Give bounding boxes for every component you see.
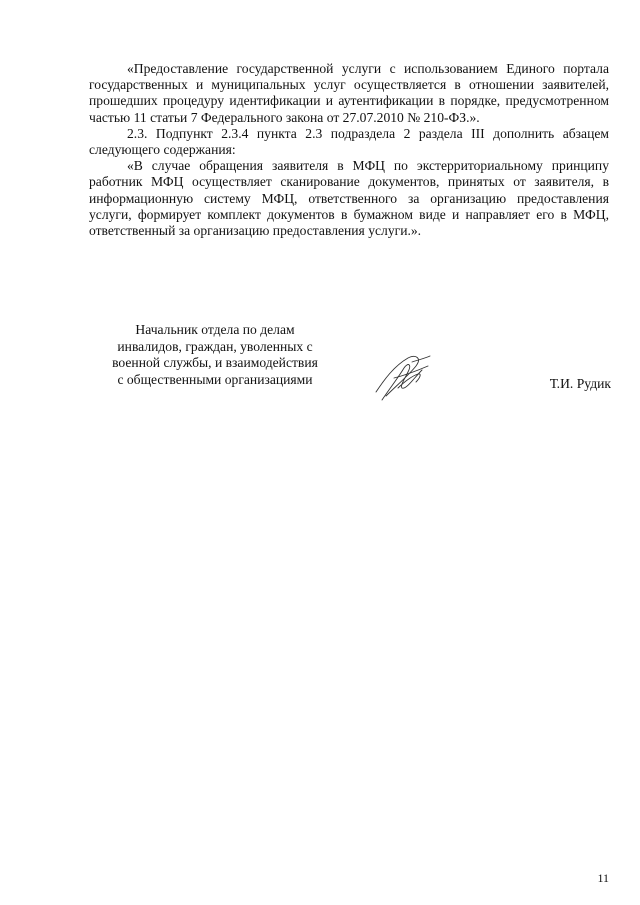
position-line: военной службы, и взаимодействия [112, 355, 318, 370]
paragraph-quote-portal: «Предоставление государственной услуги с использованием Единого портала государственных и муниципальных услуг осуществляется в отношении заявителей, прошедших процедуру идентификации и аутентификации в порядке, предусмотренном частью 11 статьи 7 Федерального закона от 27.07.2010 № 210-ФЗ.». [89, 61, 609, 125]
position-line: инвалидов, граждан, уволенных с [117, 338, 313, 354]
signer-name: Т.И. Рудик [549, 376, 611, 391]
document-body [89, 61, 609, 239]
page-number: 11 [597, 871, 609, 885]
position-line: с общественными организациями [117, 371, 313, 387]
paragraph-amendment: 2.3. Подпункт 2.3.4 пункта 2.3 подраздела 2 раздела III дополнить абзацем следующего содержания: [89, 125, 609, 158]
handwritten-signature-icon [372, 352, 434, 404]
position-line: Начальник отдела по делам [135, 322, 295, 337]
paragraph-quote-mfc: «В случае обращения заявителя в МФЦ по экстерриториальному принципу работник МФЦ осуществляет сканирование документов, принятых от заявителя, в информационную систему МФЦ, ответственного за организацию предоставления услуги, формирует комплект документов в бумажном виде и направляет его в МФЦ, ответственный за организацию предоставления услуги.». [89, 158, 609, 239]
signatory-position [90, 322, 340, 388]
